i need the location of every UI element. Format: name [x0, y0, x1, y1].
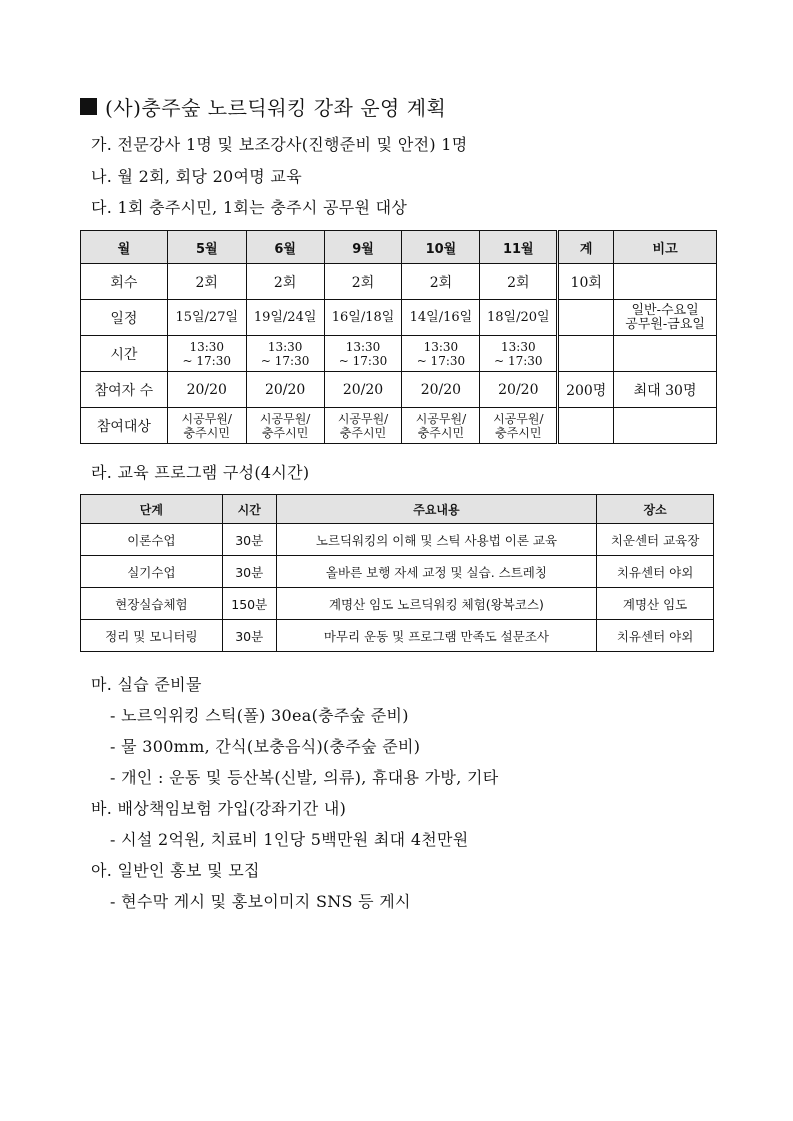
target-line1: 시공무원/ — [181, 411, 232, 426]
item-ma-2: - 물 300mm, 간식(보충음식)(충주숲 준비) — [110, 737, 421, 756]
table-row — [81, 556, 714, 588]
table-cell: 20/20 — [480, 372, 558, 408]
table-cell: 200명 — [558, 372, 614, 408]
schedule-row-participants — [81, 372, 717, 408]
document-title — [80, 92, 446, 121]
table-cell — [558, 408, 614, 444]
table-cell: 계명산 임도 노르딕워킹 체험(왕복코스) — [276, 588, 596, 620]
table-cell: 16일/18일 — [324, 300, 402, 336]
target-line1: 시공무원/ — [337, 411, 389, 426]
time-start: 13:30 — [345, 339, 381, 354]
time-start: 13:30 — [423, 339, 459, 354]
table-cell: 계명산 임도 — [597, 588, 714, 620]
table-cell: 최대 30명 — [614, 372, 717, 408]
table-cell — [614, 264, 717, 300]
table-cell: 올바른 보행 자세 교정 및 실습. 스트레칭 — [276, 556, 596, 588]
table-cell — [246, 408, 324, 444]
row-label: 참여자 수 — [81, 372, 168, 408]
table-cell: 치운센터 교육장 — [597, 524, 714, 556]
schedule-header-cell: 6월 — [246, 231, 324, 264]
target-line2: 충주시민 — [183, 425, 230, 440]
table-cell: 2회 — [480, 264, 558, 300]
table-cell: 2회 — [246, 264, 324, 300]
table-cell — [480, 336, 558, 372]
program-header-cell: 장소 — [597, 495, 714, 524]
row-label: 회수 — [81, 264, 168, 300]
table-cell: 노르딕워킹의 이해 및 스틱 사용법 이론 교육 — [276, 524, 596, 556]
schedule-table — [80, 230, 717, 444]
table-cell — [167, 336, 246, 372]
table-cell — [558, 336, 614, 372]
table-cell — [614, 408, 717, 444]
table-cell: 현장실습체험 — [81, 588, 223, 620]
time-end: ~ 17:30 — [338, 353, 388, 368]
schedule-header-row — [81, 231, 717, 264]
item-na: 나. 월 2회, 회당 20여명 교육 — [91, 167, 302, 186]
row-label: 시간 — [81, 336, 168, 372]
table-cell — [402, 408, 480, 444]
item-da: 다. 1회 충주시민, 1회는 충주시 공무원 대상 — [91, 198, 408, 217]
program-header-cell: 시간 — [222, 495, 276, 524]
schedule-row-time — [81, 336, 717, 372]
table-row — [81, 524, 714, 556]
table-cell: 마무리 운동 및 프로그램 만족도 설문조사 — [276, 620, 596, 652]
table-cell — [614, 336, 717, 372]
item-a: 아. 일반인 홍보 및 모집 — [91, 861, 260, 880]
target-line1: 시공무원/ — [259, 411, 311, 426]
table-cell: 정리 및 모니터링 — [81, 620, 223, 652]
item-ba: 바. 배상책임보험 가입(강좌기간 내) — [91, 799, 347, 818]
target-line2: 충주시민 — [495, 425, 542, 440]
table-cell: 20/20 — [167, 372, 246, 408]
table-cell: 30분 — [222, 556, 276, 588]
table-cell — [167, 408, 246, 444]
item-ma-3: - 개인 : 운동 및 등산복(신발, 의류), 휴대용 가방, 기타 — [110, 768, 499, 787]
item-ma-1: - 노르익위킹 스틱(폴) 30ea(충주숲 준비) — [110, 706, 409, 725]
time-start: 13:30 — [267, 339, 303, 354]
schedule-header-cell: 계 — [558, 231, 614, 264]
item-ma: 마. 실습 준비물 — [91, 675, 202, 694]
time-end: ~ 17:30 — [182, 353, 231, 368]
table-cell: 2회 — [167, 264, 246, 300]
schedule-header-cell: 10월 — [402, 231, 480, 264]
item-ra: 라. 교육 프로그램 구성(4시간) — [91, 463, 310, 482]
table-cell: 2회 — [324, 264, 402, 300]
table-row — [81, 588, 714, 620]
time-end: ~ 17:30 — [260, 353, 310, 368]
table-cell: 18일/20일 — [480, 300, 558, 336]
item-ga: 가. 전문강사 1명 및 보조강사(진행준비 및 안전) 1명 — [91, 135, 468, 154]
time-end: ~ 17:30 — [416, 353, 466, 368]
table-cell — [324, 408, 402, 444]
schedule-row-count — [81, 264, 717, 300]
table-cell: 실기수업 — [81, 556, 223, 588]
table-row — [81, 620, 714, 652]
table-cell: 치유센터 야외 — [597, 556, 714, 588]
item-a-1: - 현수막 게시 및 홍보이미지 SNS 등 게시 — [110, 892, 411, 911]
schedule-header-cell: 비고 — [614, 231, 717, 264]
table-cell: 10회 — [558, 264, 614, 300]
table-cell: 2회 — [402, 264, 480, 300]
target-line1: 시공무원/ — [415, 411, 467, 426]
row-label: 참여대상 — [81, 408, 168, 444]
program-header-cell: 단계 — [81, 495, 223, 524]
program-header-cell: 주요내용 — [276, 495, 596, 524]
table-cell — [614, 300, 717, 336]
schedule-header-cell: 9월 — [324, 231, 402, 264]
table-cell — [246, 336, 324, 372]
time-start: 13:30 — [501, 339, 536, 354]
note-general: 일반-수요일 — [631, 302, 699, 318]
table-cell: 150분 — [222, 588, 276, 620]
target-line2: 충주시민 — [417, 425, 465, 440]
table-cell: 30분 — [222, 524, 276, 556]
item-ba-1: - 시설 2억원, 치료비 1인당 5백만원 최대 4천만원 — [110, 830, 469, 849]
table-cell: 19일/24일 — [246, 300, 324, 336]
note-official: 공무원-금요일 — [625, 316, 705, 332]
table-cell: 30분 — [222, 620, 276, 652]
target-line2: 충주시민 — [339, 425, 387, 440]
schedule-header-cell: 11월 — [480, 231, 558, 264]
table-cell — [324, 336, 402, 372]
table-cell: 20/20 — [402, 372, 480, 408]
table-cell: 20/20 — [246, 372, 324, 408]
schedule-header-cell: 월 — [81, 231, 168, 264]
schedule-header-cell: 5월 — [167, 231, 246, 264]
table-cell — [558, 300, 614, 336]
target-line2: 충주시민 — [261, 425, 309, 440]
title-text: (사)충주숲 노르딕워킹 강좌 운영 계획 — [105, 96, 447, 120]
table-cell — [480, 408, 558, 444]
black-square-icon — [80, 98, 97, 115]
table-cell: 이론수업 — [81, 524, 223, 556]
row-label: 일정 — [81, 300, 168, 336]
time-end: ~ 17:30 — [494, 353, 543, 368]
table-cell: 치유센터 야외 — [597, 620, 714, 652]
program-table — [80, 494, 714, 652]
table-cell: 14일/16일 — [402, 300, 480, 336]
time-start: 13:30 — [189, 339, 225, 354]
program-header-row — [81, 495, 714, 524]
table-cell — [402, 336, 480, 372]
schedule-row-target — [81, 408, 717, 444]
table-cell: 20/20 — [324, 372, 402, 408]
target-line1: 시공무원/ — [493, 411, 544, 426]
table-cell: 15일/27일 — [167, 300, 246, 336]
schedule-row-dates — [81, 300, 717, 336]
